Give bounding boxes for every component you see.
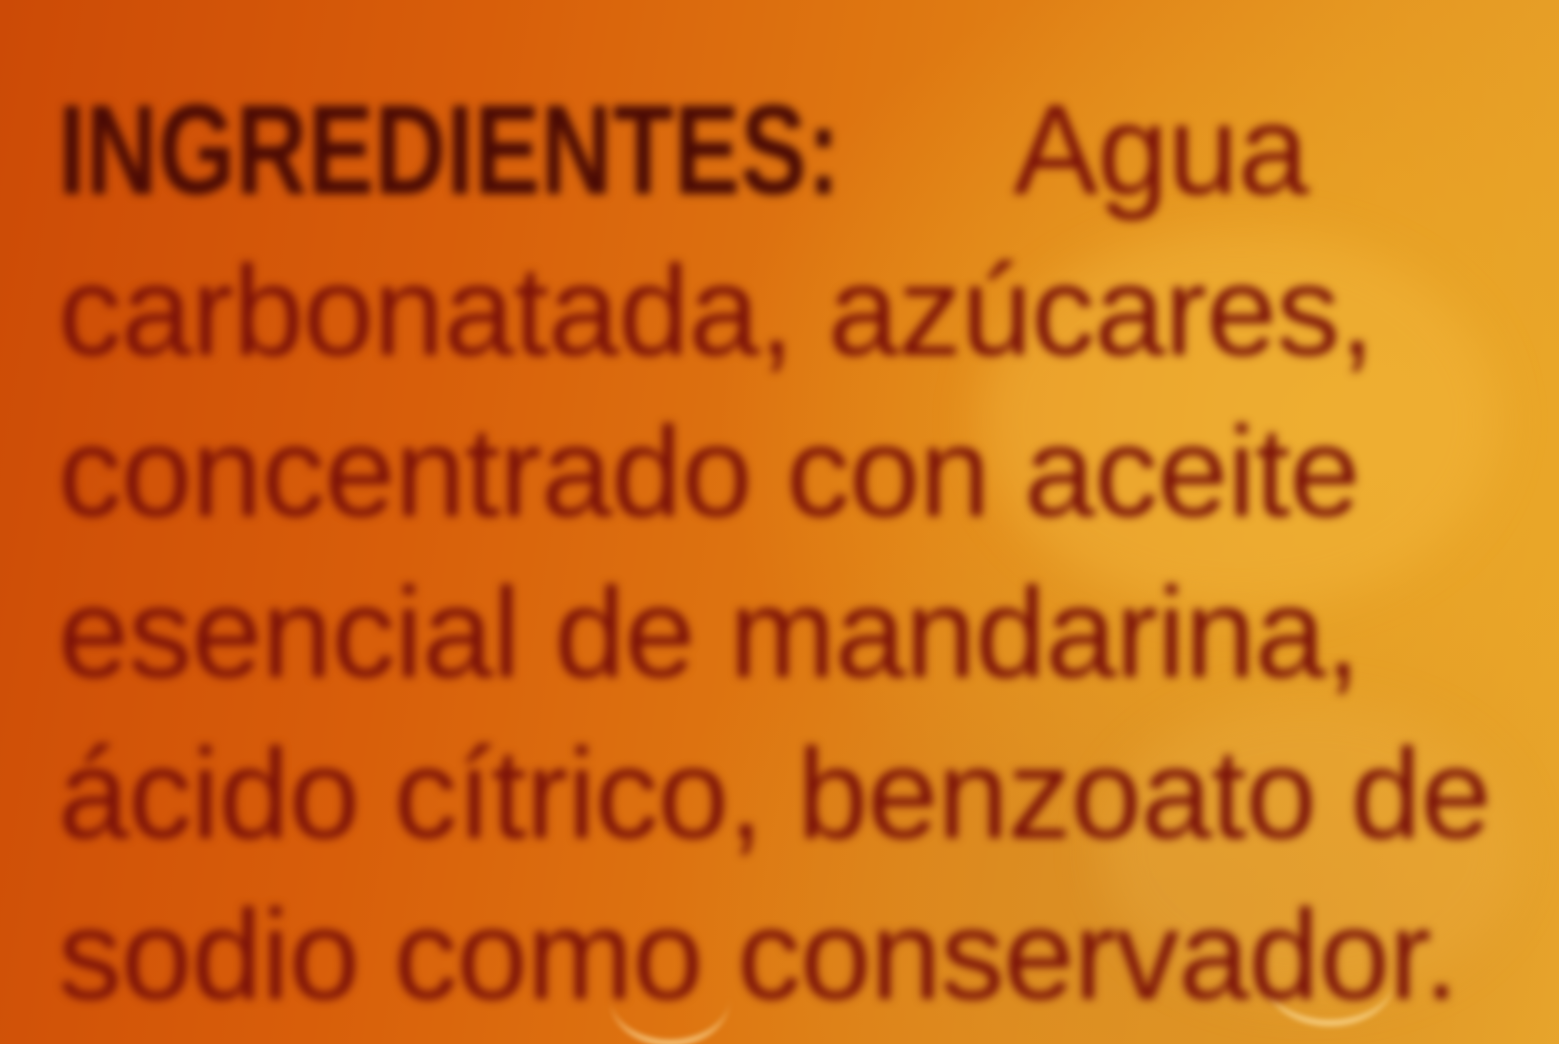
ingredients-first-line xyxy=(58,70,1518,231)
heading-wrapper xyxy=(58,70,1013,231)
ingredients-heading: INGREDIENTES: xyxy=(58,79,841,222)
ingredients-line: sodio como conservador. xyxy=(58,884,1458,1027)
ingredients-line: carbonatada, azúcares, xyxy=(58,240,1374,383)
ingredients-line: esencial de mandarina, xyxy=(58,562,1360,705)
ingredients-line: concentrado con aceite xyxy=(58,401,1360,544)
ingredients-text-block xyxy=(58,70,1518,1036)
ingredients-first-word: Agua xyxy=(1013,79,1308,222)
ingredients-line: ácido cítrico, benzoato de xyxy=(58,723,1491,866)
